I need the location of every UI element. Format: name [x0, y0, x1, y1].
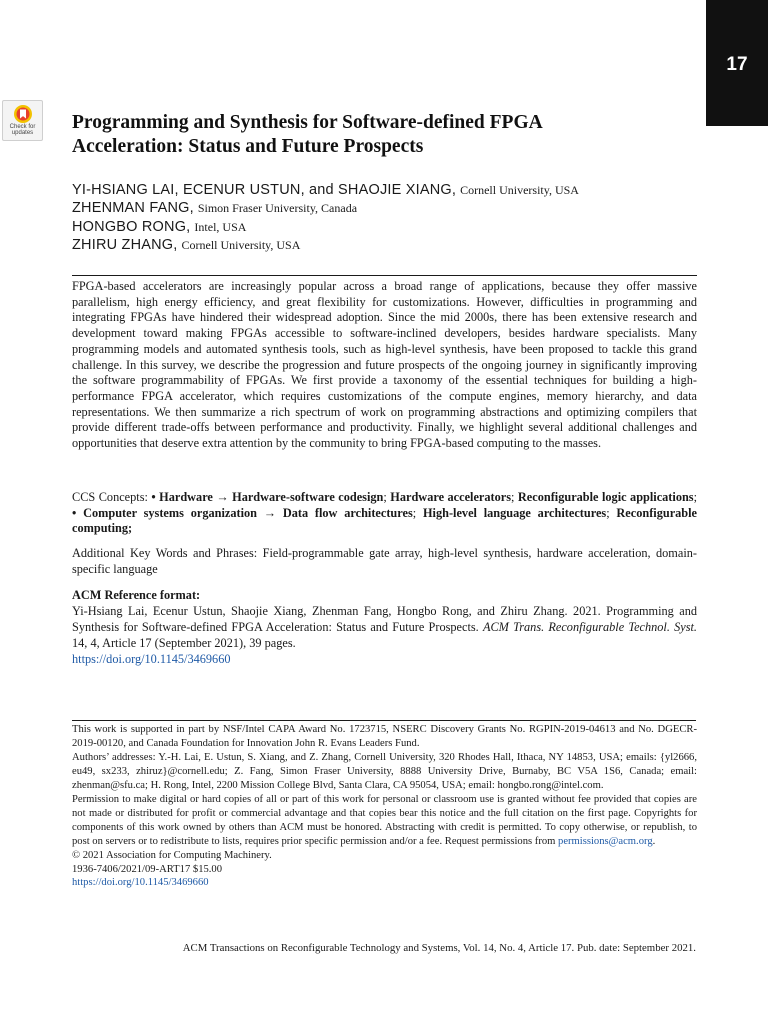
ccs-term: • Hardware → Hardware-software codesign	[151, 490, 384, 504]
ccs-term: High-level language architectures	[422, 505, 607, 520]
ccs-prefix: CCS Concepts:	[72, 490, 152, 504]
paper-title	[72, 111, 692, 159]
author-list	[72, 181, 702, 255]
reference-details: 14, 4, Article 17 (September 2021), 39 pages.	[72, 636, 296, 650]
author-line	[72, 199, 702, 217]
permissions-email-link[interactable]: permissions@acm.org	[558, 835, 653, 847]
reference-journal: ACM Trans. Reconfigurable Technol. Syst.	[482, 620, 697, 634]
reference-citation: Yi-Hsiang Lai, Ecenur Ustun, Shaojie Xiang, Zhenman Fang, Hongbo Rong, and Zhiru Zhang. 2021. Programming and Synthesis for Software-defined FPGA Acceleration: Status and Future Prospects.	[72, 604, 697, 634]
keywords: Additional Key Words and Phrases: Field-programmable gate array, high-level synthesis, hardware acceleration, domain-specific language	[72, 546, 697, 576]
author-affiliation: Cornell University, USA	[181, 238, 301, 253]
title-line-1: Programming and Synthesis for Software-defined FPGA	[72, 112, 543, 133]
ccs-separator: ;	[383, 490, 391, 504]
reference-format	[72, 587, 697, 667]
permission-text: Permission to make digital or hard copies of all or part of this work for personal or classroom use is granted without fee provided that copies are not made or distributed for profit or commercial advantage and that copies bear this notice and the full citation on the first page. Copyrights for components of this work owned by others than ACM must be honored. Abstracting with credit is permitted. To copy otherwise, or republish, to post on servers or to redistribute to lists, requires prior specific permission and/or a fee. Request permissions from	[72, 793, 697, 847]
permission-notice	[72, 793, 697, 849]
bookmark-icon	[13, 104, 33, 124]
author-names: HONGBO RONG,	[72, 218, 191, 235]
article-number: 17	[726, 54, 748, 75]
issn-line: 1936-7406/2021/09-ART17 $15.00	[72, 863, 223, 875]
permission-end: .	[652, 835, 656, 847]
footnote-divider	[72, 720, 696, 721]
ccs-term: Hardware accelerators	[390, 490, 511, 504]
footnote-doi	[72, 876, 697, 890]
divider	[72, 275, 697, 276]
author-affiliation: Cornell University, USA	[460, 183, 579, 197]
ccs-separator: ;	[606, 505, 617, 520]
author-line	[72, 236, 702, 254]
footnotes	[72, 723, 697, 890]
reference-heading: ACM Reference format:	[72, 588, 201, 602]
badge-label-1: Check for	[9, 124, 36, 130]
copyright-line: © 2021 Association for Computing Machinery.	[72, 849, 272, 861]
ccs-term: • Computer systems organization → Data flow architectures	[72, 505, 413, 520]
title-line-2: Acceleration: Status and Future Prospects	[72, 136, 424, 157]
author-names: ZHIRU ZHANG,	[72, 237, 178, 254]
abstract: FPGA-based accelerators are increasingly popular across a broad range of applications, because they offer massive parallelism, high energy efficiency, and great flexibility for customizations. However, difficulties in programming and integrating FPGAs have hindered their widespread adoption. Since the mid 2000s, there has been extensive research and development toward making FPGAs accessible to software-inclined developers, besides hardware specialists. Many programming models and automated synthesis tools, such as high-level synthesis, have been proposed to tackle this grand challenge. In this survey, we describe the progression and future prospects of the ongoing journey in significantly improving the software programmability of FPGAs. We first provide a taxonomy of the essential techniques for building a high-performance FPGA accelerator, which requires customizations of the compute engines, memory hierarchy, and data representations. We then summarize a rich spectrum of work on programming abstractions and optimizing compilers that provide different trade-offs between performance and productivity. Finally, we highlight several additional challenges and opportunities that deserve extra attention by the community to bring FPGA-based computing to the masses.	[72, 279, 697, 451]
author-affiliation: Intel, USA	[194, 219, 247, 234]
author-names: ZHENMAN FANG,	[72, 200, 194, 217]
reference-doi-link[interactable]: https://doi.org/10.1145/3469660	[72, 652, 231, 666]
badge-label-2: updates	[11, 130, 34, 136]
article-number-box	[706, 0, 768, 126]
author-line	[72, 181, 702, 199]
author-line	[72, 218, 702, 236]
ccs-concepts	[72, 490, 697, 537]
reference-text	[72, 603, 697, 667]
ccs-separator: ;	[693, 490, 698, 504]
funding-note: This work is supported in part by NSF/Intel CAPA Award No. 1723715, NSERC Discovery Grants No. RGPIN-2019-04613 and No. DGECR-2019-00120, and Canada Foundation for Innovation John R. Evans Leaders Fund.	[72, 724, 697, 749]
author-names: YI-HSIANG LAI, ECENUR USTUN, and SHAOJIE XIANG,	[72, 182, 457, 198]
author-addresses: Authors’ addresses: Y.-H. Lai, E. Ustun, S. Xiang, and Z. Zhang, Cornell University, 320 Rhodes Hall, Ithaca, NY 14853, USA; emails: {yl2666, eu49, sx233, zhiruz}@cornell.edu; Z. Fang, Simon Fraser University, 8888 University Drive, Burnaby, BC V5A 1S6, Canada; email: zhenman@sfu.ca; H. Rong, Intel, 2200 Mission College Blvd, Santa Clara, CA 95054, USA; email: hongbo.rong@intel.com.	[72, 751, 697, 791]
check-for-updates-badge[interactable]	[2, 100, 43, 141]
ccs-term: Reconfigurable logic applications	[517, 490, 694, 504]
ccs-separator: ;	[511, 490, 518, 504]
footnote-doi-link[interactable]: https://doi.org/10.1145/3469660	[72, 877, 209, 889]
page-footer: ACM Transactions on Reconfigurable Technology and Systems, Vol. 14, No. 4, Article 17. Pub. date: September 2021.	[182, 942, 696, 954]
ccs-separator: ;	[412, 505, 423, 520]
author-affiliation: Simon Fraser University, Canada	[197, 201, 358, 216]
ccs-term: Reconfigurable computing;	[72, 505, 698, 535]
